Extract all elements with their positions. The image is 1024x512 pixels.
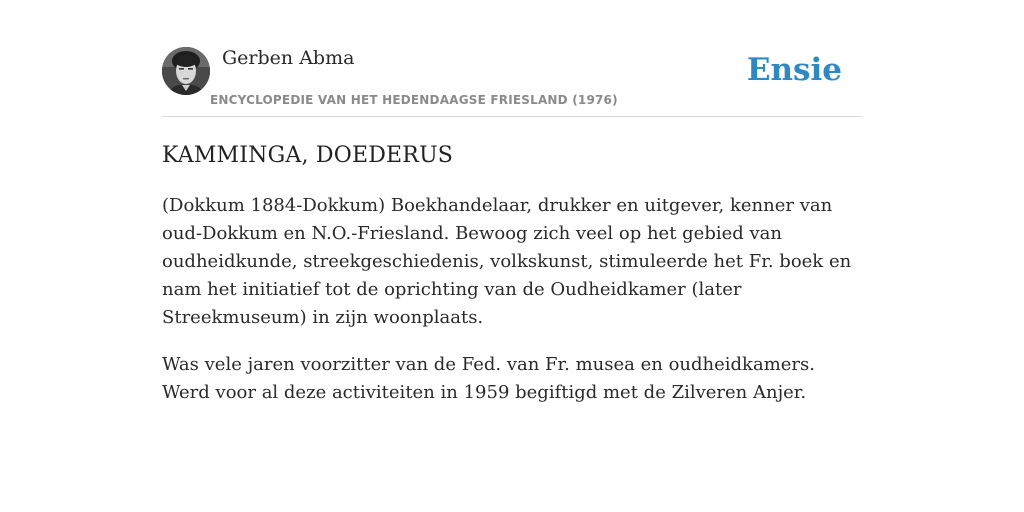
article-title: KAMMINGA, DOEDERUS xyxy=(162,143,454,168)
article-paragraph: (Dokkum 1884-Dokkum) Boekhandelaar, drukker en uitgever, kenner van oud-Dokkum en N.O.-Friesland. Bewoog zich veel op het gebied van oudheidkunde, streekgeschiedenis, volkskunst, stimuleerde het Fr. boek en nam het initiatief tot de oprichting van de Oudheidkamer (later Streekmuseum) in zijn woonplaats. xyxy=(162,195,852,328)
author-name[interactable]: Gerben Abma xyxy=(222,47,355,69)
article-body xyxy=(162,192,862,407)
avatar-portrait-icon xyxy=(162,47,210,95)
author-avatar[interactable] xyxy=(162,47,210,95)
brand-logo[interactable]: Ensie xyxy=(746,52,842,88)
article-paragraph: Was vele jaren voorzitter van de Fed. van Fr. musea en oudheidkamers. Werd voor al deze activiteiten in 1959 begiftigd met de Zilveren Anjer. xyxy=(162,354,815,403)
article-header xyxy=(162,46,862,117)
page-container xyxy=(162,46,862,407)
source-label[interactable]: ENCYCLOPEDIE VAN HET HEDENDAAGSE FRIESLAND (1976) xyxy=(210,93,618,107)
